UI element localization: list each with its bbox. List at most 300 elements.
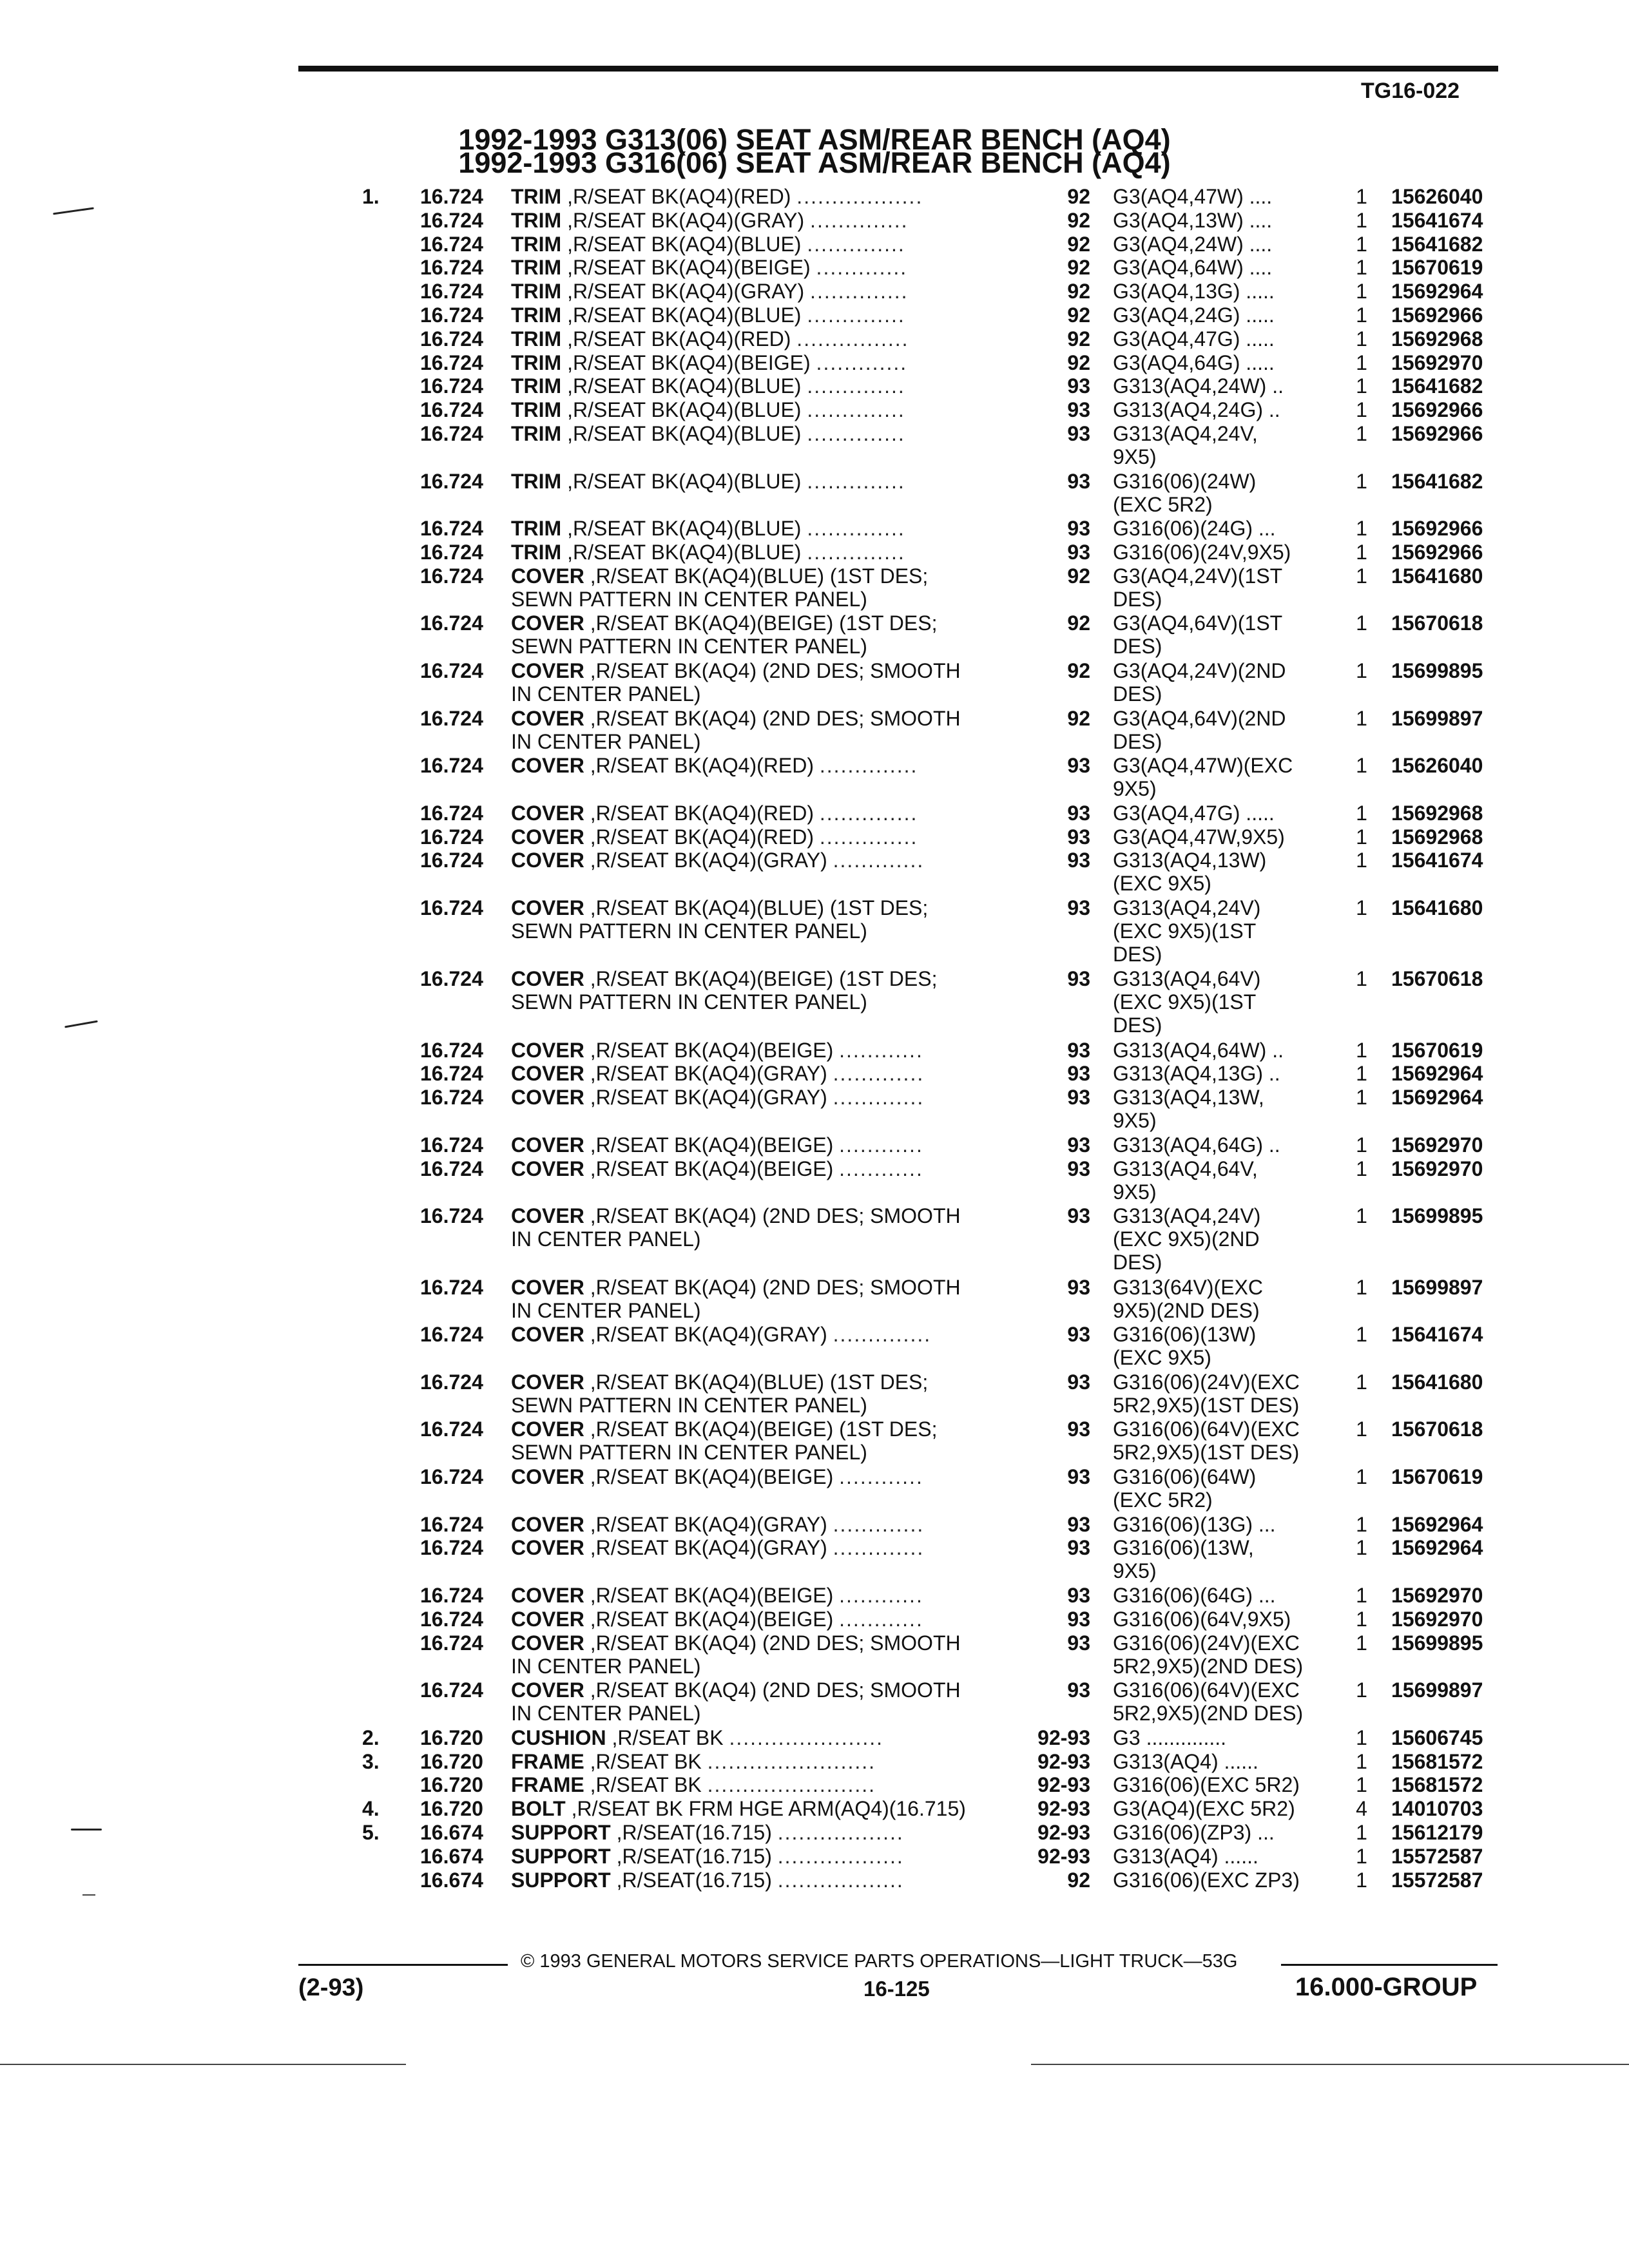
quantity: 1 bbox=[1356, 303, 1367, 327]
part-name: TRIM bbox=[511, 232, 562, 256]
part-name: TRIM bbox=[511, 469, 562, 493]
model-usage-line-1: G316(06)(64G) ... bbox=[1113, 1584, 1276, 1608]
group-number: 16.724 bbox=[420, 1631, 483, 1655]
part-number: 15692966 bbox=[1391, 540, 1483, 564]
model-usage-line-1: G316(06)(24V)(EXC bbox=[1113, 1370, 1300, 1394]
part-number: 15641682 bbox=[1391, 374, 1483, 398]
dot-leader: ........................ bbox=[707, 1749, 876, 1773]
part-number: 15692966 bbox=[1391, 517, 1483, 541]
quantity: 1 bbox=[1356, 611, 1367, 635]
part-number: 15692964 bbox=[1391, 1086, 1483, 1110]
part-description bbox=[511, 398, 905, 421]
part-number: 15670618 bbox=[1391, 611, 1483, 635]
quantity: 1 bbox=[1356, 1678, 1367, 1702]
model-usage-line-1: G3(AQ4,13W) .... bbox=[1113, 208, 1273, 232]
model-usage bbox=[1113, 1465, 1256, 1512]
part-number: 15681572 bbox=[1391, 1773, 1483, 1797]
model-usage-line-2: (EXC 9X5)(1ST bbox=[1113, 919, 1257, 943]
model-usage-line-3: DES) bbox=[1113, 942, 1162, 966]
part-description bbox=[511, 470, 905, 493]
group-number: 16.724 bbox=[420, 825, 483, 849]
part-detail: ,R/SEAT BK(AQ4)(BLUE) bbox=[567, 540, 802, 564]
model-usage-line-1: G313(AQ4) ...... bbox=[1113, 1749, 1258, 1773]
part-name: COVER bbox=[511, 1536, 584, 1560]
parts-row bbox=[0, 541, 1629, 564]
parts-row bbox=[0, 303, 1629, 327]
group-number: 16.724 bbox=[420, 351, 483, 374]
model-year: 93 bbox=[1067, 801, 1090, 825]
part-description bbox=[511, 564, 928, 611]
part-description bbox=[511, 374, 905, 398]
group-number: 16.724 bbox=[420, 280, 483, 303]
model-usage-line-2: 9X5) bbox=[1113, 1559, 1157, 1583]
part-name: COVER bbox=[511, 1418, 584, 1441]
model-year: 93 bbox=[1067, 896, 1090, 919]
quantity: 1 bbox=[1356, 1418, 1367, 1441]
footer-rule-right bbox=[1281, 1964, 1498, 1966]
part-description bbox=[511, 303, 905, 327]
model-usage-line-1: G313(AQ4,64V, bbox=[1113, 1157, 1258, 1180]
parts-row bbox=[0, 1157, 1629, 1205]
dot-leader: .............. bbox=[833, 1323, 932, 1347]
dot-leader: ............. bbox=[833, 1512, 925, 1536]
part-description bbox=[511, 185, 923, 208]
footer-page-number: 16-125 bbox=[863, 1977, 930, 2001]
part-number: 15699895 bbox=[1391, 658, 1483, 682]
group-number: 16.724 bbox=[420, 1038, 483, 1062]
part-name: COVER bbox=[511, 825, 584, 849]
dot-leader: .............. bbox=[819, 754, 918, 778]
model-usage-line-1: G3(AQ4,24V)(2ND bbox=[1113, 658, 1286, 682]
group-number: 16.724 bbox=[420, 1157, 483, 1180]
group-number: 16.724 bbox=[420, 1062, 483, 1086]
model-usage-line-1: G313(AQ4,24V, bbox=[1113, 421, 1258, 445]
part-number: 15641674 bbox=[1391, 208, 1483, 232]
parts-row bbox=[0, 1086, 1629, 1133]
part-description bbox=[511, 1584, 923, 1607]
part-name: COVER bbox=[511, 1631, 584, 1655]
part-detail: ,R/SEAT BK bbox=[590, 1773, 702, 1797]
model-year: 93 bbox=[1067, 1157, 1090, 1180]
dot-leader: ........................ bbox=[707, 1773, 876, 1797]
quantity: 1 bbox=[1356, 1133, 1367, 1157]
quantity: 1 bbox=[1356, 1584, 1367, 1608]
part-detail: ,R/SEAT BK(AQ4)(BLUE) bbox=[567, 517, 802, 541]
part-name: COVER bbox=[511, 1370, 584, 1394]
dot-leader: ............ bbox=[839, 1133, 923, 1157]
quantity: 1 bbox=[1356, 1204, 1367, 1228]
group-number: 16.724 bbox=[420, 801, 483, 825]
quantity: 1 bbox=[1356, 1844, 1367, 1868]
dot-leader: ............ bbox=[839, 1038, 923, 1062]
model-usage-line-1: G3(AQ4,64V)(2ND bbox=[1113, 706, 1286, 730]
model-usage bbox=[1113, 659, 1286, 706]
part-number: 15699895 bbox=[1391, 1204, 1483, 1228]
quantity: 1 bbox=[1356, 232, 1367, 256]
part-detail: ,R/SEAT BK(AQ4)(GRAY) bbox=[590, 1086, 827, 1110]
part-detail: ,R/SEAT BK(AQ4) (2ND DES; SMOOTH bbox=[590, 1275, 961, 1299]
model-year: 93 bbox=[1067, 1465, 1090, 1489]
part-name: COVER bbox=[511, 1512, 584, 1536]
part-description bbox=[511, 1536, 924, 1559]
part-name: TRIM bbox=[511, 398, 562, 422]
part-detail: ,R/SEAT BK(AQ4)(BEIGE) bbox=[590, 1133, 834, 1157]
group-number: 16.724 bbox=[420, 1584, 483, 1608]
part-name: COVER bbox=[511, 801, 584, 825]
group-number: 16.724 bbox=[420, 208, 483, 232]
dot-leader: ............. bbox=[833, 1062, 925, 1086]
part-name: TRIM bbox=[511, 517, 562, 541]
part-name: SUPPORT bbox=[511, 1844, 611, 1868]
model-year: 93 bbox=[1067, 1418, 1090, 1441]
part-number: 15641682 bbox=[1391, 469, 1483, 493]
part-name: BOLT bbox=[511, 1797, 566, 1821]
quantity: 1 bbox=[1356, 1062, 1367, 1086]
group-number: 16.724 bbox=[420, 540, 483, 564]
model-year: 92 bbox=[1067, 1868, 1090, 1892]
model-usage bbox=[1113, 707, 1286, 753]
quantity: 1 bbox=[1356, 1868, 1367, 1892]
quantity: 1 bbox=[1356, 1370, 1367, 1394]
model-usage-line-1: G3(AQ4,47W)(EXC bbox=[1113, 754, 1293, 778]
model-year: 93 bbox=[1067, 421, 1090, 445]
part-detail: ,R/SEAT BK(AQ4)(BLUE) bbox=[567, 398, 802, 422]
model-usage-line-1: G313(AQ4,13W) bbox=[1113, 849, 1267, 872]
parts-row bbox=[0, 1608, 1629, 1631]
model-year: 92 bbox=[1067, 564, 1090, 588]
model-usage-line-1: G316(06)(ZP3) ... bbox=[1113, 1820, 1275, 1844]
group-number: 16.724 bbox=[420, 754, 483, 778]
parts-row bbox=[0, 398, 1629, 422]
model-usage bbox=[1113, 1276, 1263, 1322]
parts-row bbox=[0, 1133, 1629, 1157]
model-usage-line-1: G313(AQ4,13W, bbox=[1113, 1086, 1264, 1110]
parts-row bbox=[0, 209, 1629, 233]
group-number: 16.720 bbox=[420, 1797, 483, 1821]
model-usage-line-3: DES) bbox=[1113, 1251, 1162, 1274]
model-usage bbox=[1113, 1869, 1300, 1915]
model-year: 92 bbox=[1067, 327, 1090, 351]
part-number: 15641682 bbox=[1391, 232, 1483, 256]
part-number: 15692970 bbox=[1391, 1607, 1483, 1631]
part-number: 15626040 bbox=[1391, 185, 1483, 208]
quantity: 1 bbox=[1356, 421, 1367, 445]
model-year: 93 bbox=[1067, 1323, 1090, 1347]
part-number: 15699897 bbox=[1391, 706, 1483, 730]
model-usage-line-1: G3(AQ4,24W) .... bbox=[1113, 232, 1273, 256]
part-number: 15692970 bbox=[1391, 1133, 1483, 1157]
parts-row bbox=[0, 1584, 1629, 1608]
quantity: 1 bbox=[1356, 1157, 1367, 1180]
model-usage-line-2: DES) bbox=[1113, 729, 1162, 753]
group-number: 16.720 bbox=[420, 1725, 483, 1749]
model-year: 92 bbox=[1067, 232, 1090, 256]
part-name: COVER bbox=[511, 564, 584, 588]
part-description bbox=[511, 1086, 924, 1109]
dot-leader: .............. bbox=[807, 398, 905, 422]
part-description bbox=[511, 611, 937, 658]
part-detail: ,R/SEAT BK(AQ4) (2ND DES; SMOOTH bbox=[590, 1204, 961, 1228]
model-usage-line-1: G316(06)(24G) ... bbox=[1113, 517, 1276, 541]
parts-row bbox=[0, 1678, 1629, 1726]
model-usage-line-1: G3(AQ4,64G) ..... bbox=[1113, 351, 1275, 374]
group-number: 16.724 bbox=[420, 658, 483, 682]
model-year: 93 bbox=[1067, 374, 1090, 398]
quantity: 1 bbox=[1356, 658, 1367, 682]
figure-number: 2. bbox=[362, 1725, 380, 1749]
part-detail: ,R/SEAT BK bbox=[612, 1725, 724, 1749]
quantity: 1 bbox=[1356, 398, 1367, 422]
part-detail: ,R/SEAT BK(AQ4)(BEIGE) bbox=[590, 1607, 834, 1631]
part-detail: ,R/SEAT BK(AQ4)(BLUE) bbox=[567, 303, 802, 327]
parts-row bbox=[0, 611, 1629, 659]
part-detail: ,R/SEAT BK(AQ4)(GRAY) bbox=[590, 849, 827, 872]
part-description bbox=[511, 351, 907, 374]
part-number: 15641680 bbox=[1391, 896, 1483, 919]
part-name: COVER bbox=[511, 1607, 584, 1631]
part-detail: ,R/SEAT(16.715) bbox=[616, 1844, 772, 1868]
parts-row bbox=[0, 1726, 1629, 1750]
model-year: 92-93 bbox=[1037, 1725, 1090, 1749]
part-name: COVER bbox=[511, 1275, 584, 1299]
part-detail: ,R/SEAT BK(AQ4)(RED) bbox=[567, 185, 791, 208]
footer-date: (2-93) bbox=[298, 1974, 364, 2001]
model-usage-line-1: G3(AQ4,64W) .... bbox=[1113, 256, 1273, 280]
part-description bbox=[511, 849, 924, 872]
model-year: 93 bbox=[1067, 517, 1090, 541]
model-usage-line-1: G316(06)(64V)(EXC bbox=[1113, 1678, 1300, 1702]
parts-row bbox=[0, 422, 1629, 470]
model-usage bbox=[1113, 1086, 1264, 1132]
part-description bbox=[511, 1062, 924, 1085]
parts-row bbox=[0, 256, 1629, 280]
part-name: COVER bbox=[511, 1584, 584, 1608]
figure-number: 5. bbox=[362, 1820, 380, 1844]
part-name: COVER bbox=[511, 1678, 584, 1702]
group-number: 16.724 bbox=[420, 1512, 483, 1536]
model-usage-line-1: G313(AQ4,24W) .. bbox=[1113, 374, 1284, 398]
quantity: 1 bbox=[1356, 280, 1367, 303]
part-number: 15692966 bbox=[1391, 398, 1483, 422]
quantity: 1 bbox=[1356, 1820, 1367, 1844]
part-number: 15692964 bbox=[1391, 1062, 1483, 1086]
model-year: 93 bbox=[1067, 1512, 1090, 1536]
quantity: 1 bbox=[1356, 896, 1367, 919]
model-year: 92 bbox=[1067, 256, 1090, 280]
dot-leader: .............. bbox=[810, 280, 909, 303]
model-year: 93 bbox=[1067, 1370, 1090, 1394]
group-number: 16.724 bbox=[420, 421, 483, 445]
model-usage-line-1: G3(AQ4,24V)(1ST bbox=[1113, 564, 1283, 588]
part-name: COVER bbox=[511, 1133, 584, 1157]
model-year: 92-93 bbox=[1037, 1797, 1090, 1821]
model-usage bbox=[1113, 1631, 1303, 1678]
group-number: 16.724 bbox=[420, 232, 483, 256]
part-detail: ,R/SEAT BK(AQ4)(BLUE) bbox=[567, 374, 802, 398]
part-number: 15692964 bbox=[1391, 1512, 1483, 1536]
part-detail: ,R/SEAT BK(AQ4)(GRAY) bbox=[590, 1323, 827, 1347]
part-detail: ,R/SEAT BK(AQ4)(BLUE) bbox=[567, 421, 802, 445]
model-year: 92 bbox=[1067, 658, 1090, 682]
figure-number: 4. bbox=[362, 1797, 380, 1821]
model-usage-line-1: G3 .............. bbox=[1113, 1725, 1227, 1749]
model-usage-line-2: (EXC 9X5)(1ST bbox=[1113, 990, 1257, 1014]
quantity: 1 bbox=[1356, 825, 1367, 849]
model-usage bbox=[1113, 564, 1282, 611]
model-usage-line-1: G313(AQ4,24G) .. bbox=[1113, 398, 1280, 422]
parts-list bbox=[0, 185, 1629, 1892]
model-year: 93 bbox=[1067, 1133, 1090, 1157]
part-description bbox=[511, 1797, 966, 1820]
model-year: 93 bbox=[1067, 1086, 1090, 1110]
model-year: 92 bbox=[1067, 351, 1090, 374]
parts-row bbox=[0, 825, 1629, 849]
quantity: 1 bbox=[1356, 1086, 1367, 1110]
part-detail: ,R/SEAT BK(AQ4)(RED) bbox=[590, 801, 814, 825]
quantity: 1 bbox=[1356, 754, 1367, 778]
model-usage bbox=[1113, 1323, 1256, 1369]
part-name: TRIM bbox=[511, 208, 562, 232]
model-usage bbox=[1113, 1678, 1303, 1725]
dot-leader: ............. bbox=[816, 351, 908, 374]
parts-row bbox=[0, 1773, 1629, 1797]
quantity: 1 bbox=[1356, 564, 1367, 588]
group-number: 16.724 bbox=[420, 517, 483, 541]
quantity: 1 bbox=[1356, 1275, 1367, 1299]
group-number: 16.724 bbox=[420, 1678, 483, 1702]
group-number: 16.724 bbox=[420, 1086, 483, 1110]
part-name: FRAME bbox=[511, 1773, 584, 1797]
part-name: CUSHION bbox=[511, 1725, 606, 1749]
part-detail-continued: IN CENTER PANEL) bbox=[511, 1654, 701, 1678]
part-number: 15699897 bbox=[1391, 1275, 1483, 1299]
parts-row bbox=[0, 185, 1629, 209]
parts-row bbox=[0, 1039, 1629, 1062]
parts-row bbox=[0, 374, 1629, 398]
part-description bbox=[511, 1726, 883, 1749]
group-number: 16.720 bbox=[420, 1749, 483, 1773]
part-name: TRIM bbox=[511, 374, 562, 398]
page-title-line-1: 1992-1993 G313(06) SEAT ASM/REAR BENCH (AQ4) bbox=[458, 123, 1171, 156]
model-usage-line-1: G313(AQ4,64V) bbox=[1113, 967, 1261, 991]
part-name: COVER bbox=[511, 967, 584, 991]
quantity: 1 bbox=[1356, 1749, 1367, 1773]
model-year: 93 bbox=[1067, 1584, 1090, 1608]
model-usage-line-2: (EXC 5R2) bbox=[1113, 492, 1213, 516]
group-number: 16.674 bbox=[420, 1820, 483, 1844]
part-number: 15670619 bbox=[1391, 1038, 1483, 1062]
group-number: 16.724 bbox=[420, 374, 483, 398]
group-number: 16.724 bbox=[420, 1418, 483, 1441]
group-number: 16.724 bbox=[420, 1323, 483, 1347]
model-year: 93 bbox=[1067, 1275, 1090, 1299]
part-detail: ,R/SEAT BK(AQ4)(RED) bbox=[590, 825, 814, 849]
quantity: 1 bbox=[1356, 540, 1367, 564]
model-usage-line-1: G3(AQ4,13G) ..... bbox=[1113, 280, 1275, 303]
part-detail-continued: SEWN PATTERN IN CENTER PANEL) bbox=[511, 587, 867, 611]
parts-row bbox=[0, 1276, 1629, 1323]
part-detail-continued: SEWN PATTERN IN CENTER PANEL) bbox=[511, 1393, 867, 1417]
part-detail-continued: SEWN PATTERN IN CENTER PANEL) bbox=[511, 1441, 867, 1465]
model-usage-line-1: G316(06)(24W) bbox=[1113, 469, 1257, 493]
model-usage-line-1: G316(06)(64W) bbox=[1113, 1465, 1257, 1489]
dot-leader: .................. bbox=[796, 185, 923, 208]
part-description bbox=[511, 1323, 931, 1346]
part-detail: ,R/SEAT BK(AQ4) (2ND DES; SMOOTH bbox=[590, 706, 961, 730]
dot-leader: ............ bbox=[839, 1584, 923, 1608]
part-number: 15641680 bbox=[1391, 1370, 1483, 1394]
part-detail-continued: SEWN PATTERN IN CENTER PANEL) bbox=[511, 990, 867, 1014]
part-number: 15692968 bbox=[1391, 327, 1483, 351]
model-year: 93 bbox=[1067, 967, 1090, 991]
part-name: COVER bbox=[511, 1086, 584, 1110]
part-detail: ,R/SEAT BK(AQ4) (2ND DES; SMOOTH bbox=[590, 658, 961, 682]
part-detail: ,R/SEAT BK bbox=[590, 1749, 702, 1773]
parts-row bbox=[0, 280, 1629, 303]
model-usage-line-2: 5R2,9X5)(1ST DES) bbox=[1113, 1441, 1300, 1465]
part-number: 15626040 bbox=[1391, 754, 1483, 778]
group-number: 16.724 bbox=[420, 1133, 483, 1157]
model-usage-line-1: G3(AQ4,64V)(1ST bbox=[1113, 611, 1283, 635]
model-usage-line-2: 5R2,9X5)(2ND DES) bbox=[1113, 1702, 1304, 1725]
part-number: 15641680 bbox=[1391, 564, 1483, 588]
quantity: 1 bbox=[1356, 256, 1367, 280]
part-detail: ,R/SEAT BK(AQ4)(BLUE) (1ST DES; bbox=[590, 564, 929, 588]
parts-row bbox=[0, 967, 1629, 1038]
part-description bbox=[511, 1133, 923, 1157]
dot-leader: .............. bbox=[807, 303, 905, 327]
model-usage-line-1: G316(06)(EXC ZP3) bbox=[1113, 1868, 1300, 1892]
page-code: TG16-022 bbox=[1361, 79, 1460, 103]
part-description bbox=[511, 1204, 961, 1251]
part-detail: ,R/SEAT BK(AQ4)(RED) bbox=[567, 327, 791, 351]
part-detail: ,R/SEAT BK(AQ4)(BEIGE) (1ST DES; bbox=[590, 611, 938, 635]
quantity: 1 bbox=[1356, 1323, 1367, 1347]
group-number: 16.674 bbox=[420, 1844, 483, 1868]
model-usage bbox=[1113, 422, 1258, 468]
part-number: 15692970 bbox=[1391, 1157, 1483, 1180]
quantity: 4 bbox=[1356, 1797, 1367, 1821]
part-name: COVER bbox=[511, 1062, 584, 1086]
part-name: COVER bbox=[511, 611, 584, 635]
model-year: 93 bbox=[1067, 1631, 1090, 1655]
part-description bbox=[511, 233, 905, 256]
part-detail: ,R/SEAT(16.715) bbox=[616, 1868, 772, 1892]
part-number: 15692964 bbox=[1391, 280, 1483, 303]
model-usage bbox=[1113, 967, 1260, 1037]
part-number: 15670619 bbox=[1391, 1465, 1483, 1489]
part-detail-continued: IN CENTER PANEL) bbox=[511, 682, 701, 706]
model-year: 92 bbox=[1067, 303, 1090, 327]
part-number: 15692970 bbox=[1391, 1584, 1483, 1608]
parts-row bbox=[0, 659, 1629, 707]
part-detail-continued: IN CENTER PANEL) bbox=[511, 729, 701, 753]
dot-leader: ............. bbox=[816, 256, 908, 280]
part-detail: ,R/SEAT BK(AQ4)(GRAY) bbox=[567, 280, 805, 303]
model-usage-line-2: (EXC 5R2) bbox=[1113, 1488, 1213, 1512]
quantity: 1 bbox=[1356, 1607, 1367, 1631]
part-detail: ,R/SEAT BK(AQ4)(BLUE) bbox=[567, 232, 802, 256]
parts-row bbox=[0, 1370, 1629, 1418]
part-description bbox=[511, 1039, 923, 1062]
group-number: 16.724 bbox=[420, 1275, 483, 1299]
model-usage-line-1: G3(AQ4)(EXC 5R2) bbox=[1113, 1797, 1295, 1821]
model-year: 93 bbox=[1067, 1038, 1090, 1062]
dot-leader: .............. bbox=[810, 208, 909, 232]
part-description bbox=[511, 802, 918, 825]
part-description bbox=[511, 896, 928, 943]
group-number: 16.724 bbox=[420, 967, 483, 991]
